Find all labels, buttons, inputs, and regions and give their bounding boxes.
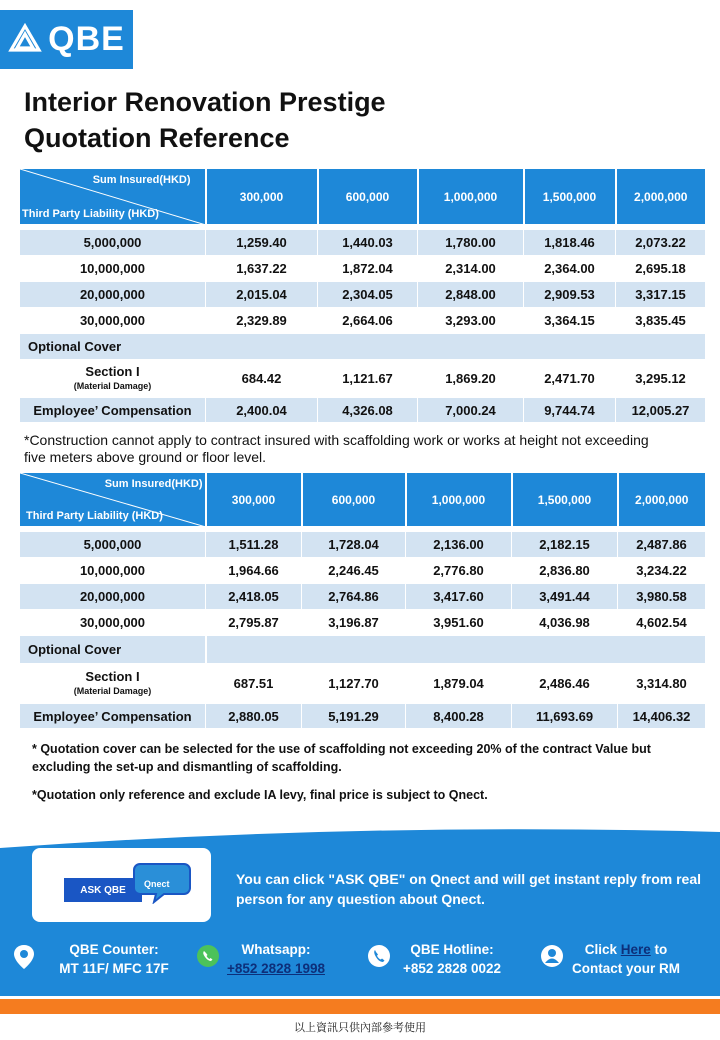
row-label: Employee’ Compensation: [20, 704, 206, 729]
cell: 2,487.86: [618, 532, 706, 558]
cell: 2,471.70: [524, 360, 616, 398]
column-header: 1,500,000: [524, 169, 616, 225]
table-row: [20, 584, 706, 610]
table-row: [20, 532, 706, 558]
cell: 2,795.87: [206, 610, 302, 636]
cell: 1,440.03: [318, 230, 418, 256]
cell: 687.51: [206, 664, 302, 704]
cell: 3,234.22: [618, 558, 706, 584]
section-label: [20, 664, 206, 704]
rm-prefix: Click: [584, 942, 621, 957]
cell: 4,326.08: [318, 398, 418, 423]
tpl-label: Third Party Liability (HKD): [22, 208, 159, 220]
section-subtitle: (Material Damage): [73, 380, 152, 391]
cell: 2,182.15: [512, 532, 618, 558]
cell: 2,136.00: [406, 532, 512, 558]
cell: 1,872.04: [318, 256, 418, 282]
cell: 3,314.80: [618, 664, 706, 704]
cell: 3,364.15: [524, 308, 616, 334]
cell: 3,951.60: [406, 610, 512, 636]
column-header: 1,000,000: [406, 473, 512, 527]
employee-row: [20, 704, 706, 729]
table-row: [20, 308, 706, 334]
section-row: [20, 664, 706, 704]
cell: 1,121.67: [318, 360, 418, 398]
title-line-1: Interior Renovation Prestige: [24, 87, 386, 117]
contact-rm: [566, 940, 686, 978]
page-title: [24, 84, 386, 156]
cell: 2,848.00: [418, 282, 524, 308]
cell: 2,880.05: [206, 704, 302, 729]
column-header: 1,500,000: [512, 473, 618, 527]
sum-insured-label: Sum Insured(HKD): [92, 174, 191, 186]
column-header: 600,000: [302, 473, 406, 527]
counter-value: MT 11F/ MFC 17F: [59, 961, 169, 976]
row-label: 10,000,000: [20, 558, 206, 584]
row-label: 5,000,000: [20, 532, 206, 558]
row-label: 5,000,000: [20, 230, 206, 256]
row-label: 20,000,000: [20, 584, 206, 610]
optional-cover-row: [20, 636, 706, 664]
whatsapp-contact: [220, 940, 332, 978]
whatsapp-title: Whatsapp:: [241, 942, 311, 957]
cell: 2,314.00: [418, 256, 524, 282]
cell: 4,602.54: [618, 610, 706, 636]
cell: 3,417.60: [406, 584, 512, 610]
cell: 8,400.28: [406, 704, 512, 729]
user-icon: [540, 944, 564, 968]
table-row: [20, 256, 706, 282]
tpl-label: Third Party Liability (HKD): [26, 510, 163, 522]
cell: 2,909.53: [524, 282, 616, 308]
cell: 1,637.22: [206, 256, 318, 282]
cell: 3,293.00: [418, 308, 524, 334]
qnect-label: Qnect: [144, 879, 170, 889]
cell: 5,191.29: [302, 704, 406, 729]
cell: 2,664.06: [318, 308, 418, 334]
quotation-table-1: [19, 168, 706, 423]
section-row: [20, 360, 706, 398]
levy-note: *Quotation only reference and exclude IA levy, final price is subject to Qnect.: [32, 788, 488, 802]
column-header: 300,000: [206, 169, 318, 225]
cell: 1,127.70: [302, 664, 406, 704]
qbe-counter: [40, 940, 188, 978]
section-title: Section I: [85, 668, 140, 684]
rm-line-2: Contact your RM: [572, 961, 680, 976]
section-title: Section I: [85, 363, 140, 379]
cell: 1,780.00: [418, 230, 524, 256]
orange-stripe: [0, 999, 720, 1014]
ask-qbe-button[interactable]: ASK QBE: [64, 878, 142, 902]
cell: 4,036.98: [512, 610, 618, 636]
title-line-2: Quotation Reference: [24, 123, 290, 153]
scaffolding-note: * Quotation cover can be selected for the use of scaffolding not exceeding 20% of the contract Value but excluding the set-up and dismantling of scaffolding.: [32, 742, 651, 774]
qbe-logo: [0, 10, 133, 69]
rm-suffix: to: [650, 942, 668, 957]
rm-here-link[interactable]: Here: [620, 942, 651, 957]
row-label: 30,000,000: [20, 610, 206, 636]
column-header: 600,000: [318, 169, 418, 225]
whatsapp-icon: [196, 944, 220, 968]
column-header: 1,000,000: [418, 169, 524, 225]
column-header: 2,000,000: [616, 169, 706, 225]
qbe-logo-icon: [8, 23, 42, 57]
cell: 2,776.80: [406, 558, 512, 584]
hotline-title: QBE Hotline:: [410, 942, 494, 957]
column-header: 300,000: [206, 473, 302, 527]
quotation-table-2: [19, 472, 706, 729]
cell: 3,491.44: [512, 584, 618, 610]
cell: 1,818.46: [524, 230, 616, 256]
cell: 2,695.18: [616, 256, 706, 282]
cell: 2,246.45: [302, 558, 406, 584]
cell: 2,364.00: [524, 256, 616, 282]
cell: 2,486.46: [512, 664, 618, 704]
cell: 3,295.12: [616, 360, 706, 398]
hotline-value: +852 2828 0022: [403, 961, 501, 976]
cell: 1,964.66: [206, 558, 302, 584]
table-row: [20, 230, 706, 256]
banner-text: You can click "ASK QBE" on Qnect and will get instant reply from real person for any question about Qnect.: [236, 871, 702, 907]
cell: 14,406.32: [618, 704, 706, 729]
ask-qbe-card[interactable]: [32, 848, 211, 922]
table-corner-header: [20, 169, 206, 225]
employee-row: [20, 398, 706, 423]
sum-insured-label: Sum Insured(HKD): [104, 478, 203, 490]
section-subtitle: (Material Damage): [73, 685, 152, 696]
qbe-hotline: [396, 940, 508, 978]
cell: 2,015.04: [206, 282, 318, 308]
logo-text: QBE: [48, 20, 125, 58]
counter-title: QBE Counter:: [69, 942, 159, 957]
cell: 12,005.27: [616, 398, 706, 423]
rm-line-1: [566, 940, 686, 959]
cell: 684.42: [206, 360, 318, 398]
cell: 1,511.28: [206, 532, 302, 558]
construction-note: *Construction cannot apply to contract insured with scaffolding work or works at height not exceeding five meters above ground or floor level.: [24, 432, 649, 465]
row-label: Employee’ Compensation: [20, 398, 206, 423]
cell: 2,073.22: [616, 230, 706, 256]
whatsapp-link[interactable]: +852 2828 1998: [227, 961, 325, 976]
cell: 9,744.74: [524, 398, 616, 423]
cell: 3,196.87: [302, 610, 406, 636]
cell: 11,693.69: [512, 704, 618, 729]
cell: 1,879.04: [406, 664, 512, 704]
cell: 2,418.05: [206, 584, 302, 610]
section-label: [20, 360, 206, 398]
footer-disclaimer: 以上資訊只供內部參考使用: [294, 1021, 426, 1034]
row-label: 30,000,000: [20, 308, 206, 334]
cell: 2,836.80: [512, 558, 618, 584]
cell: 2,400.04: [206, 398, 318, 423]
table-row: [20, 558, 706, 584]
cell: 2,764.86: [302, 584, 406, 610]
table-corner-header: [20, 473, 206, 527]
optional-cover-label: Optional Cover: [20, 334, 706, 360]
cell: 1,728.04: [302, 532, 406, 558]
cell: 3,835.45: [616, 308, 706, 334]
cell: 3,317.15: [616, 282, 706, 308]
optional-cover-label: Optional Cover: [20, 636, 206, 664]
cell: 2,304.05: [318, 282, 418, 308]
optional-cover-row: [20, 334, 706, 360]
row-label: 20,000,000: [20, 282, 206, 308]
cell: 1,259.40: [206, 230, 318, 256]
table-row: [20, 610, 706, 636]
location-pin-icon: [12, 944, 36, 970]
cell: 2,329.89: [206, 308, 318, 334]
phone-icon: [367, 944, 391, 968]
cell: 1,869.20: [418, 360, 524, 398]
row-label: 10,000,000: [20, 256, 206, 282]
optional-cover-empty: [206, 636, 706, 664]
table-row: [20, 282, 706, 308]
cell: 7,000.24: [418, 398, 524, 423]
column-header: 2,000,000: [618, 473, 706, 527]
cell: 3,980.58: [618, 584, 706, 610]
